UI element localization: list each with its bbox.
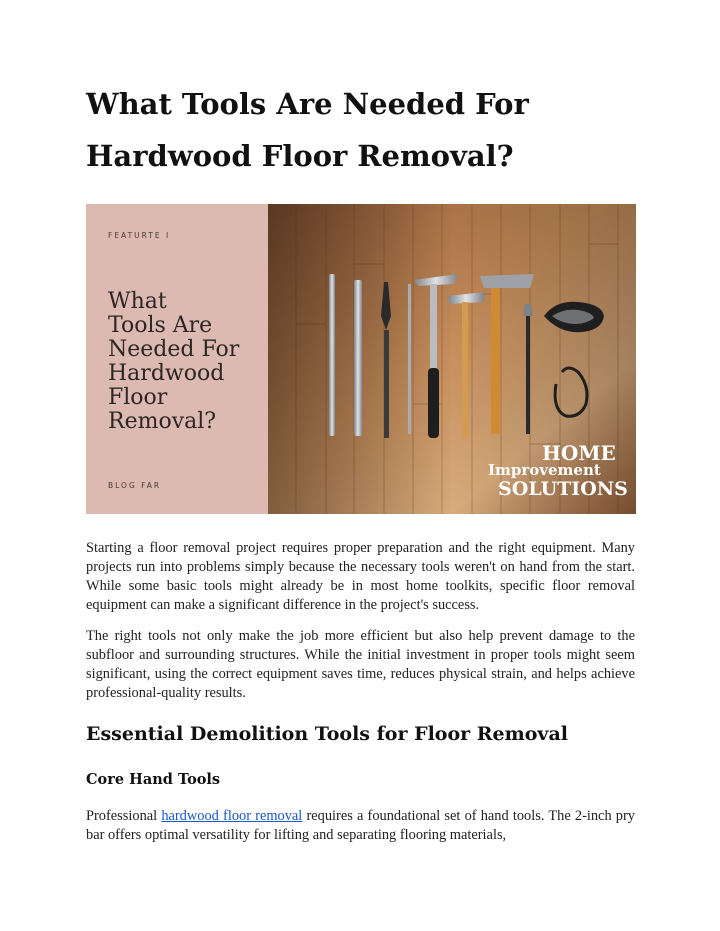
title-line-2: Hardwood Floor Removal?: [86, 139, 514, 173]
hero-headline-line: Needed For: [108, 337, 240, 362]
brand-line-2: Improvement: [488, 461, 601, 479]
flat-bar-icon: [354, 280, 362, 436]
section-heading: Essential Demolition Tools for Floor Removal: [86, 723, 568, 745]
nail-puller-icon: [408, 284, 411, 434]
paragraph-text: Professional: [86, 808, 162, 824]
hero-headline-line: Floor: [108, 385, 168, 410]
intro-paragraph-1: Starting a floor removal project requires proper preparation and the right equipment. Many projects run into problems simply because the necessary tools weren't on hand from the start. While some basic tools might already be in most home toolkits, specific floor removal equipment can make a significant difference in the project's success.: [86, 540, 635, 613]
core-tools-paragraph: [86, 807, 635, 845]
feature-label: FEATURTE I: [108, 231, 171, 240]
footer-label: BLOG FAR: [108, 481, 162, 490]
hero-headline-line: Removal?: [108, 409, 217, 434]
hardwood-floor-removal-link[interactable]: hardwood floor removal: [161, 808, 303, 824]
hero-illustration: [86, 204, 636, 514]
intro-paragraph-2: The right tools not only make the job more efficient but also help prevent damage to the subfloor and surrounding structures. While the initial investment in proper tools might seem significant, using the correct equipment saves time, reduces physical strain, and helps achieve professional-quality results.: [86, 628, 635, 701]
brand-line-3: SOLUTIONS: [498, 478, 628, 500]
section-subheading: Core Hand Tools: [86, 771, 221, 788]
brand-line-1: HOME: [542, 441, 616, 465]
hero-headline-line: Tools Are: [108, 313, 213, 338]
hero-headline-line: Hardwood: [108, 361, 225, 386]
article-title: [86, 78, 646, 182]
paragraph-text: requires a foundational set of hand tools. The 2-inch pry bar offers optimal versatility for lifting and separating flooring materials,: [86, 808, 635, 843]
pry-bar-icon: [329, 274, 335, 436]
title-line-1: What Tools Are Needed For: [86, 87, 529, 121]
hero-headline-line: What: [108, 289, 167, 314]
hero-image: [86, 204, 636, 514]
